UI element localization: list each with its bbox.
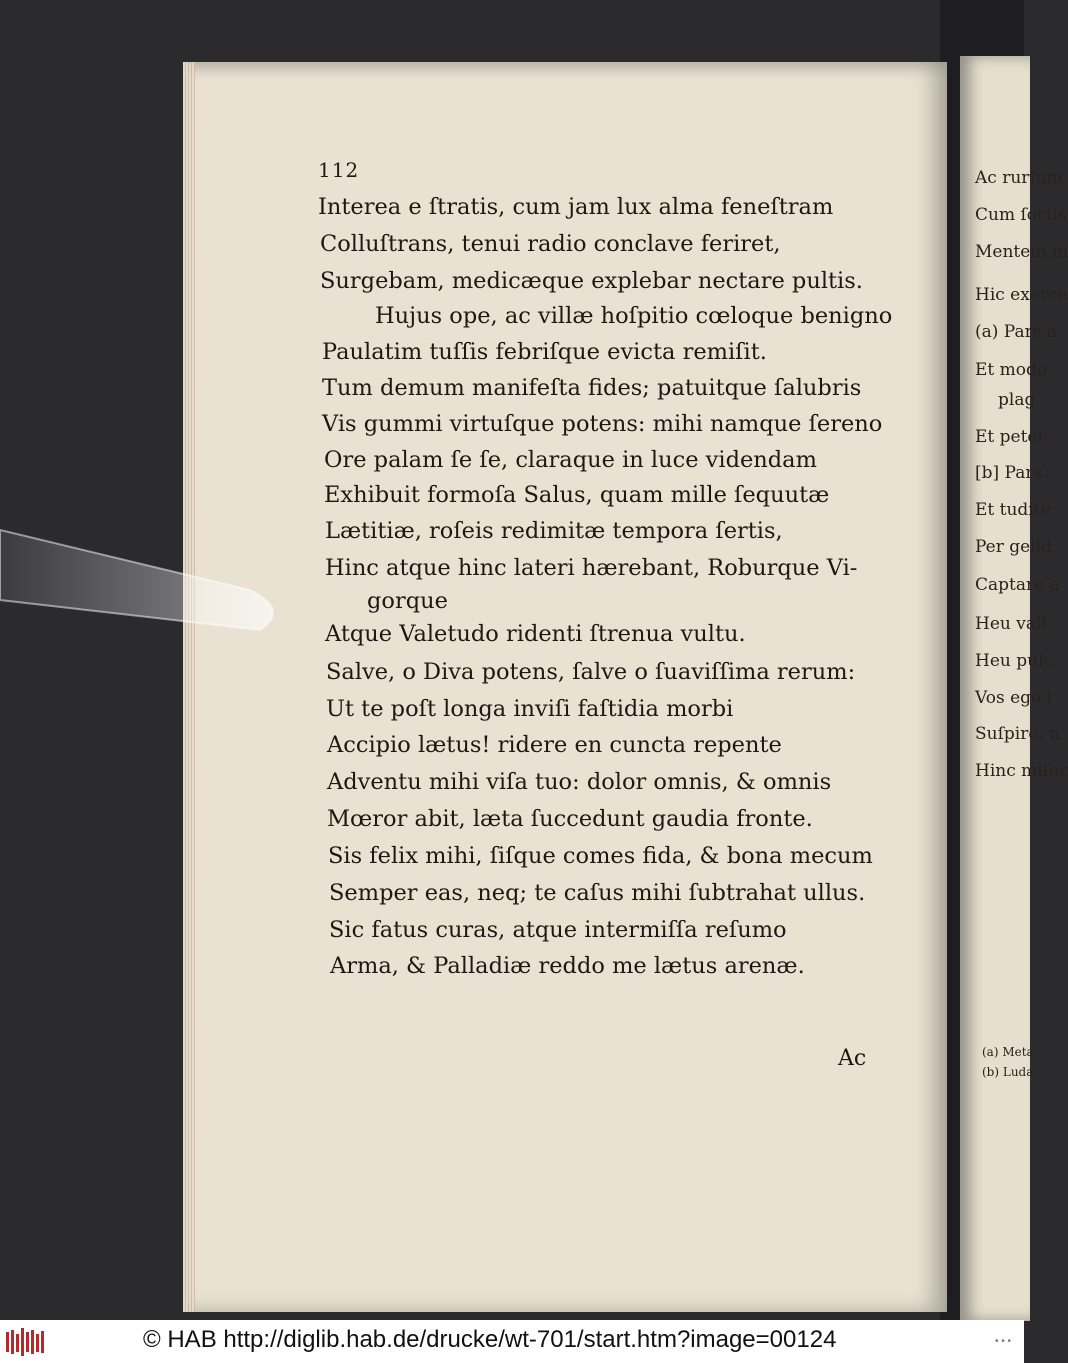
verse-line: Salve, o Diva potens, ſalve o ſuaviſſima rerum:	[326, 659, 856, 685]
copyright-link[interactable]: © HAB http://diglib.hab.de/drucke/wt-701/start.htm?image=00124	[143, 1326, 837, 1353]
verse-line: Vis gummi virtuſque potens: mihi namque ſereno	[322, 411, 883, 437]
facing-line: Heu vall	[975, 614, 1047, 634]
facing-line: Suſpiro, a	[975, 724, 1060, 744]
verse-line: Exhibuit formoſa Salus, quam mille ſequutæ	[324, 482, 830, 508]
verse-line: Sis felix mihi, ſiſque comes fida, & bona mecum	[328, 843, 873, 869]
facing-line: Heu pulc	[975, 651, 1054, 671]
facing-line: Vos ego l	[975, 688, 1053, 708]
verse-line: Adventu mihi viſa tuo: dolor omnis, & omnis	[327, 769, 832, 795]
hab-logo-icon	[6, 1328, 48, 1356]
verse-line: Tum demum manifeſta fides; patuitque ſalubris	[322, 375, 862, 401]
verse-line: Semper eas, neq; te caſus mihi ſubtrahat ullus.	[329, 880, 866, 906]
facing-note: (a) Meta	[982, 1045, 1034, 1059]
facing-line: Et modo	[975, 360, 1048, 380]
facing-line: (a) Pars a	[975, 322, 1058, 342]
verse-line: Hujus ope, ac villæ hoſpitio cœloque benigno	[375, 303, 893, 329]
verse-line: Interea e ſtratis, cum jam lux alma feneſtram	[318, 194, 834, 220]
facing-line: Et tudite	[975, 500, 1051, 520]
verse-line: Ut te poſt longa inviſi faſtidia morbi	[326, 696, 734, 722]
verse-line: Accipio lætus! ridere en cuncta repente	[327, 732, 782, 758]
verse-line: Paulatim tuſſis febriſque evicta remiſit.	[322, 339, 767, 365]
verse-line: Sic fatus curas, atque intermiſſa reſumo	[329, 917, 787, 943]
facing-note: (b) Luda	[982, 1065, 1034, 1079]
facing-line: plag	[998, 390, 1036, 410]
verse-line: Surgebam, medicæque explebar nectare pultis.	[320, 268, 863, 294]
verse-line: Arma, & Palladiæ reddo me lætus arenæ.	[330, 953, 805, 979]
verse-line: Atque Valetudo ridenti ſtrenua vultu.	[325, 621, 746, 647]
page-edge	[183, 62, 195, 1312]
facing-line: Per gelid	[975, 537, 1052, 557]
footer-dots: • • •	[995, 1336, 1012, 1347]
facing-line: Captare a	[975, 575, 1060, 595]
verse-line: gorque	[367, 588, 448, 614]
page-number: 112	[318, 158, 360, 182]
facing-line: [b] Pars	[975, 463, 1043, 483]
facing-line: Cum ſociis	[975, 205, 1067, 225]
verse-line: Ore palam ſe ſe, claraque in luce videndam	[324, 447, 817, 473]
footer-bar	[0, 1320, 1024, 1363]
verse-line: Lætitiæ, roſeis redimitæ tempora ſertis,	[325, 518, 783, 544]
verse-line: Hinc atque hinc lateri hærebant, Roburque Vi-	[325, 555, 858, 581]
facing-line: Hic exerce	[975, 285, 1068, 305]
book-page	[183, 62, 947, 1312]
facing-line: Ac rurſum	[975, 168, 1063, 188]
verse-line: Mœror abit, læta ſuccedunt gaudia fronte.	[327, 806, 813, 832]
catchword: Ac	[838, 1046, 867, 1071]
facing-line: Et peter	[975, 427, 1046, 447]
facing-line: Hinc miſer	[975, 761, 1068, 781]
facing-line: Mentem in	[975, 242, 1068, 262]
verse-line: Colluſtrans, tenui radio conclave feriret,	[320, 231, 781, 257]
